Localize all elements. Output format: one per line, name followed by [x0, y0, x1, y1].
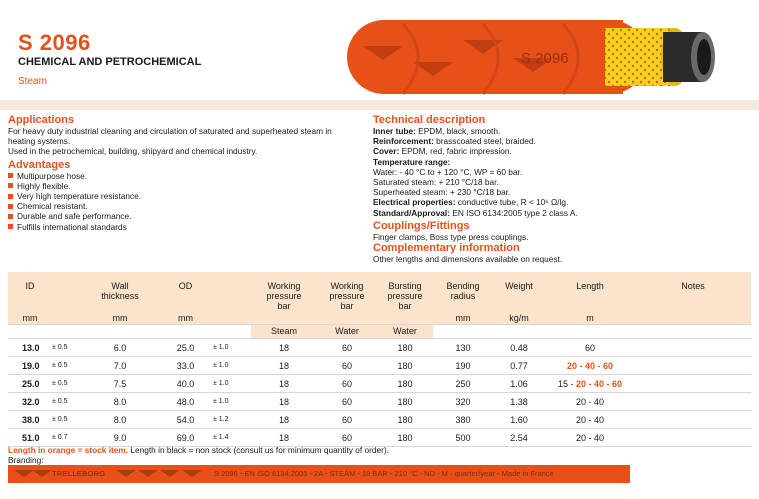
- product-title: S 2096: [18, 30, 91, 55]
- spec-temperature-label: Temperature range:: [373, 156, 451, 167]
- cell-wp-water: 60: [317, 339, 377, 357]
- applications-line: Used in the petrochemical, building, shipyard and chemical industry.: [8, 146, 258, 157]
- arrow-icon: [32, 470, 52, 477]
- cell-wall: 6.0: [82, 339, 158, 357]
- cell-burst: 180: [377, 429, 433, 447]
- advantage-item: Chemical resistant.: [8, 201, 363, 211]
- col-header-bursting-pressure: Bursting pressure bar: [387, 281, 423, 311]
- table-row: [8, 339, 751, 357]
- cell-length: 15 - 20 - 40 - 60: [545, 375, 635, 393]
- bullet-icon: [8, 194, 13, 199]
- cell-length: 20 - 40 - 60: [545, 357, 635, 375]
- cell-notes: [635, 357, 751, 375]
- spec-standard: Standard/Approval: EN ISO 6134:2005 type 2 class A.: [373, 207, 578, 218]
- spec-temp-water: Water: - 40 °C to + 120 °C, WP = 60 bar.: [373, 166, 523, 177]
- unit-od: mm: [158, 312, 213, 325]
- cell-od: 54.0: [158, 411, 213, 429]
- table-row: [8, 375, 751, 393]
- col-header-wall: Wall thickness: [101, 281, 139, 301]
- section-divider: [0, 100, 759, 110]
- cell-wp-steam: 18: [251, 393, 317, 411]
- complementary-text: Other lengths and dimensions available on request.: [373, 254, 563, 265]
- cell-bend: 250: [433, 375, 493, 393]
- product-header: [0, 0, 759, 100]
- cell-bend: 320: [433, 393, 493, 411]
- cell-weight: 1.60: [493, 411, 545, 429]
- arrow-icon: [14, 470, 34, 477]
- unit-weight: kg/m: [493, 312, 545, 325]
- dimensions-table-wrap: [8, 272, 751, 447]
- cell-od-tolerance: ± 1.2: [213, 411, 251, 429]
- cell-od: 25.0: [158, 339, 213, 357]
- cell-id: 19.0: [8, 357, 52, 375]
- svg-text:S 2096: S 2096: [521, 50, 569, 67]
- cell-burst: 180: [377, 393, 433, 411]
- cell-weight: 0.77: [493, 357, 545, 375]
- cell-weight: 1.06: [493, 375, 545, 393]
- cell-notes: [635, 429, 751, 447]
- cell-wall: 8.0: [82, 411, 158, 429]
- cell-notes: [635, 375, 751, 393]
- cell-id-tolerance: ± 0.5: [52, 411, 82, 429]
- right-column: [373, 114, 753, 264]
- cell-od: 48.0: [158, 393, 213, 411]
- cell-wp-steam: 18: [251, 339, 317, 357]
- bullet-icon: [8, 183, 13, 188]
- cell-id: 32.0: [8, 393, 52, 411]
- bullet-icon: [8, 214, 13, 219]
- cell-od-tolerance: ± 1.0: [213, 357, 251, 375]
- cell-wall: 8.0: [82, 393, 158, 411]
- cell-length: 20 - 40: [545, 393, 635, 411]
- product-category: Steam: [18, 76, 47, 87]
- hose-illustration: [343, 16, 729, 98]
- bullet-icon: [8, 173, 13, 178]
- arrow-icon: [160, 470, 180, 477]
- cell-id: 25.0: [8, 375, 52, 393]
- unit-wall: mm: [82, 312, 158, 325]
- left-column: [8, 114, 363, 232]
- advantage-item: Durable and safe performance.: [8, 211, 363, 221]
- advantage-item: Fulfills international standards: [8, 222, 363, 232]
- cell-weight: 1.38: [493, 393, 545, 411]
- cell-wp-steam: 18: [251, 429, 317, 447]
- cell-wall: 9.0: [82, 429, 158, 447]
- couplings-title: Couplings/Fittings: [373, 219, 470, 232]
- cell-id-tolerance: ± 0.5: [52, 393, 82, 411]
- cell-id: 13.0: [8, 339, 52, 357]
- col-header-id: ID: [25, 281, 35, 291]
- cell-wall: 7.0: [82, 357, 158, 375]
- col-header-working-pressure-steam: Working pressure bar: [266, 281, 302, 311]
- medium-water: Water: [317, 325, 377, 339]
- cell-length: 60: [545, 339, 635, 357]
- bullet-icon: [8, 204, 13, 209]
- cell-burst: 180: [377, 357, 433, 375]
- cell-id-tolerance: ± 0.5: [52, 339, 82, 357]
- cell-notes: [635, 411, 751, 429]
- col-header-length: Length: [576, 281, 604, 291]
- cell-od: 33.0: [158, 357, 213, 375]
- applications-line: heating systems.: [8, 136, 71, 147]
- cell-burst: 180: [377, 375, 433, 393]
- cell-wp-steam: 18: [251, 357, 317, 375]
- unit-bend: mm: [433, 312, 493, 325]
- cell-od: 69.0: [158, 429, 213, 447]
- technical-title: Technical description: [373, 114, 486, 126]
- branding-strip: [8, 465, 630, 483]
- cell-id-tolerance: ± 0.7: [52, 429, 82, 447]
- cell-od-tolerance: ± 1.0: [213, 393, 251, 411]
- col-header-notes: Notes: [681, 281, 705, 291]
- stock-note: Length in orange = stock item. Length in black = non stock (consult us for minimum quantity of order).: [8, 445, 389, 455]
- cell-wp-steam: 18: [251, 411, 317, 429]
- bullet-icon: [8, 224, 13, 229]
- spec-inner-tube: Inner tube: EPDM, black, smooth.: [373, 126, 501, 136]
- arrow-icon: [138, 470, 158, 477]
- unit-id: mm: [8, 312, 52, 325]
- table-row: [8, 411, 751, 429]
- product-subtitle: CHEMICAL AND PETROCHEMICAL: [18, 56, 202, 68]
- col-header-bending-radius: Bending radius: [446, 281, 480, 301]
- branding-label: Branding:: [8, 455, 44, 465]
- arrow-icon: [116, 470, 136, 477]
- advantage-item: Highly flexible.: [8, 181, 363, 191]
- medium-water-burst: Water: [377, 325, 433, 339]
- cell-bend: 130: [433, 339, 493, 357]
- cell-bend: 190: [433, 357, 493, 375]
- applications-line: For heavy duty industrial cleaning and circulation of saturated and superheated steam in: [8, 126, 332, 136]
- spec-reinforcement: Reinforcement: brasscoated steel, braided.: [373, 136, 536, 147]
- medium-steam: Steam: [251, 325, 317, 339]
- cell-od: 40.0: [158, 375, 213, 393]
- cell-wall: 7.5: [82, 375, 158, 393]
- cell-id-tolerance: ± 0.5: [52, 357, 82, 375]
- cell-weight: 0.48: [493, 339, 545, 357]
- cell-bend: 380: [433, 411, 493, 429]
- advantage-item: Multipurpose hose.: [8, 171, 363, 181]
- cell-wp-water: 60: [317, 429, 377, 447]
- advantages-title: Advantages: [8, 158, 71, 171]
- cell-id-tolerance: ± 0.5: [52, 375, 82, 393]
- spec-temp-saturated: Saturated steam: + 210 °C/18 bar.: [373, 177, 499, 188]
- couplings-text: Finger clamps, Boss type press couplings.: [373, 231, 529, 242]
- cell-od-tolerance: ± 1.0: [213, 375, 251, 393]
- brand-logo: TRELLEBORG: [52, 469, 106, 478]
- applications-title: Applications: [8, 114, 75, 126]
- table-row: [8, 429, 751, 447]
- brand-text: S 2096 - EN ISO 6134:2005 - 2A - STEAM - 18 BAR - 210 °C - ND - M - quarter/year - Made in France: [214, 469, 554, 478]
- cell-od-tolerance: ± 1.0: [213, 339, 251, 357]
- col-header-od: OD: [178, 281, 193, 291]
- cell-length: 20 - 40: [545, 411, 635, 429]
- table-row: [8, 393, 751, 411]
- cell-od-tolerance: ± 1.4: [213, 429, 251, 447]
- spec-cover: Cover: EPDM, red, fabric impression.: [373, 146, 512, 157]
- unit-length: m: [545, 312, 635, 325]
- units-row: [8, 312, 751, 325]
- cell-burst: 180: [377, 339, 433, 357]
- advantage-item: Very high temperature resistance.: [8, 191, 363, 201]
- cell-wp-water: 60: [317, 411, 377, 429]
- cell-id: 51.0: [8, 429, 52, 447]
- cell-wp-water: 60: [317, 393, 377, 411]
- cell-length: 20 - 40: [545, 429, 635, 447]
- cell-notes: [635, 339, 751, 357]
- medium-row: [8, 325, 751, 339]
- arrow-icon: [182, 470, 202, 477]
- cell-weight: 2.54: [493, 429, 545, 447]
- cell-burst: 180: [377, 411, 433, 429]
- cell-wp-water: 60: [317, 375, 377, 393]
- table-row: [8, 357, 751, 375]
- spec-temp-superheated: Superheated steam: + 230 °C/18 bar.: [373, 187, 511, 198]
- spec-electrical: Electrical properties: conductive tube, R < 10⁶ Ω/lg.: [373, 197, 569, 208]
- col-header-working-pressure-water: Working pressure bar: [329, 281, 365, 311]
- col-header-weight: Weight: [505, 281, 533, 291]
- cell-id: 38.0: [8, 411, 52, 429]
- cell-wp-steam: 18: [251, 375, 317, 393]
- complementary-title: Complementary information: [373, 242, 520, 255]
- dimensions-table: [8, 272, 751, 447]
- cell-notes: [635, 393, 751, 411]
- cell-bend: 500: [433, 429, 493, 447]
- cell-wp-water: 60: [317, 357, 377, 375]
